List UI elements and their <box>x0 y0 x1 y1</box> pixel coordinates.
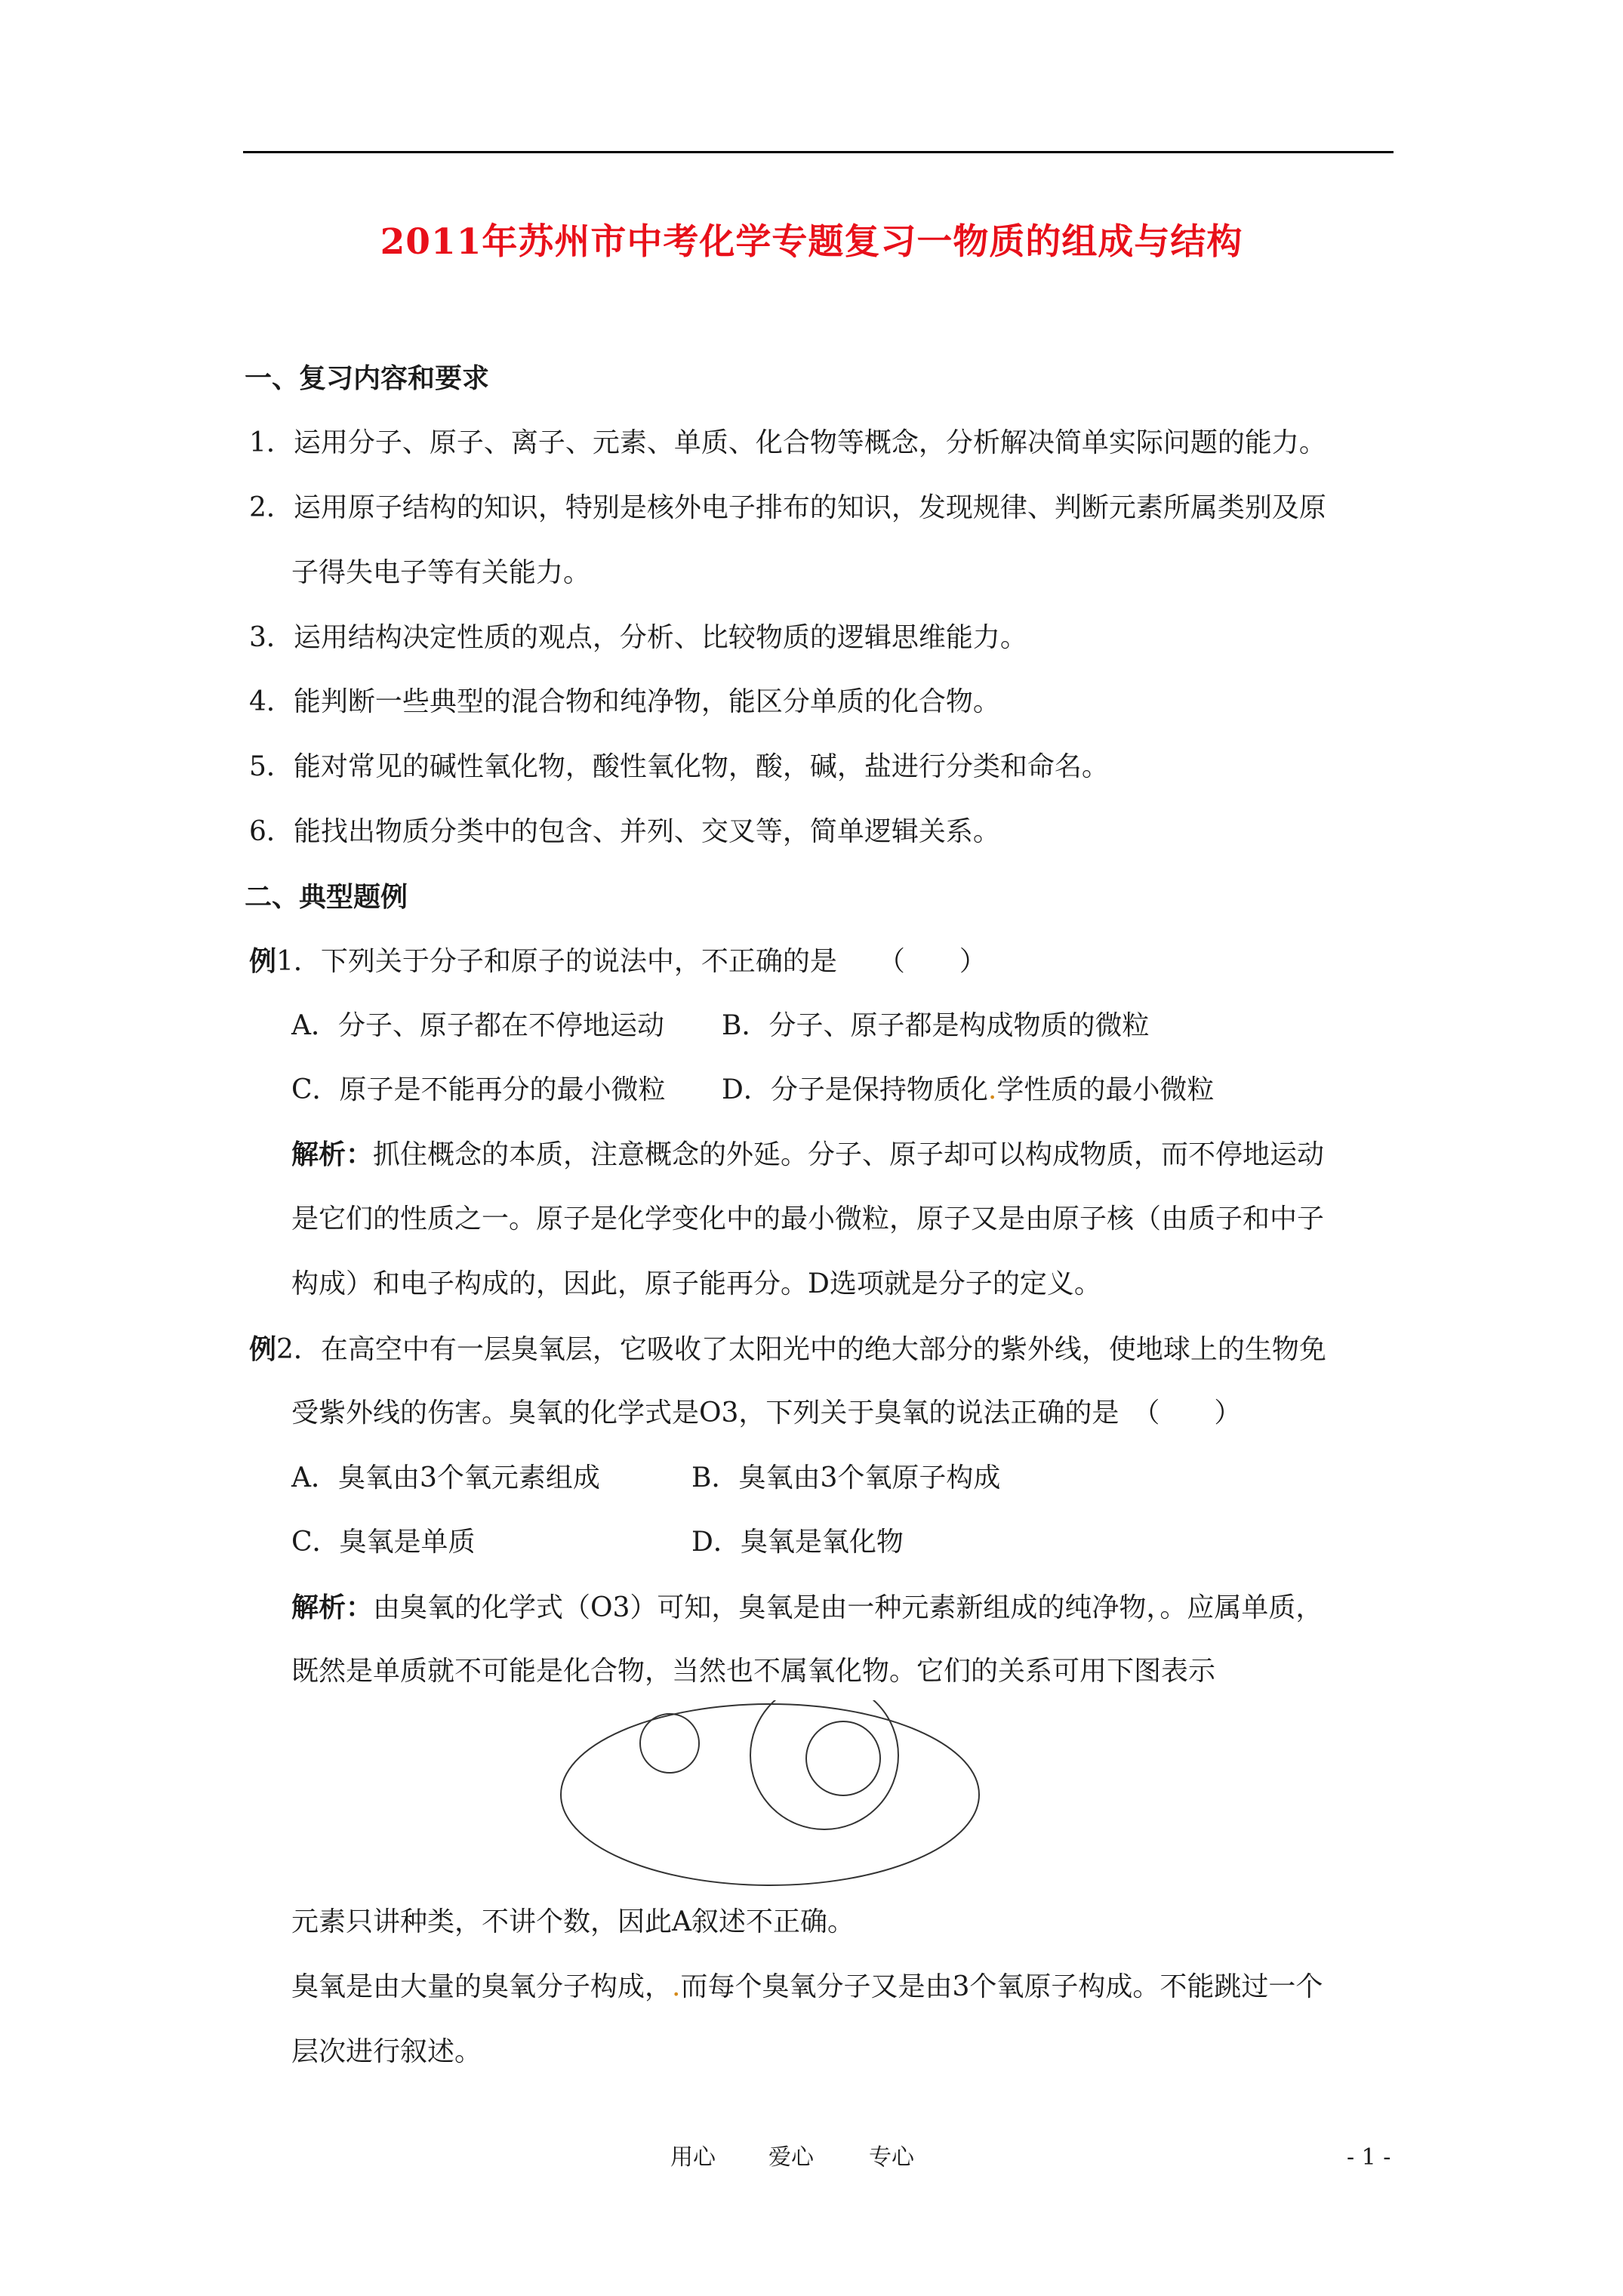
footer-slogan-3: 专心 <box>869 2144 914 2171</box>
option-b: B．臭氧由3个氧原子构成 <box>691 1462 1001 1493</box>
footer-slogan-2: 爱心 <box>768 2144 814 2171</box>
option-d: D．臭氧是氧化物 <box>691 1527 904 1558</box>
example-1-question <box>249 944 987 979</box>
list-item: 2．运用原子结构的知识，特别是核外电子排布的知识，发现规律、判断元素所属类别及原 <box>249 492 1326 523</box>
list-item: 3．运用结构决定性质的观点，分析、比较物质的逻辑思维能力。 <box>249 622 1027 653</box>
analysis-text: 抓住概念的本质，注意概念的外延。分子、原子却可以构成物质，而不停地运动 <box>373 1139 1325 1170</box>
analysis-line <box>291 1590 1323 1626</box>
list-item: 4．能判断一些典型的混合物和纯净物，能区分单质的化合物。 <box>249 686 1000 717</box>
outer-ellipse <box>561 1704 979 1885</box>
venn-diagram <box>559 1700 981 1889</box>
analysis-line <box>291 1137 1324 1173</box>
option-c: C．臭氧是单质 <box>291 1527 476 1558</box>
ink-dot: . <box>987 1074 997 1105</box>
list-item: 子得失电子等有关能力。 <box>291 557 591 588</box>
analysis-line: 构成）和电子构成的，因此，原子能再分。D选项就是分子的定义。 <box>291 1268 1101 1299</box>
section-heading: 一、复习内容和要求 <box>245 362 490 394</box>
example-label: 例 <box>249 1333 277 1365</box>
explanation-line <box>291 1970 1323 2005</box>
list-item: 6．能找出物质分类中的包含、并列、交叉等，简单逻辑关系。 <box>249 816 1000 847</box>
ink-dot: . <box>672 1971 681 2002</box>
middle-circle <box>750 1700 898 1829</box>
header-rule <box>243 151 1394 153</box>
analysis-line: 既然是单质就不可能是化合物，当然也不属氧化物。它们的关系可用下图表示 <box>291 1656 1216 1687</box>
example-label: 例 <box>249 945 277 977</box>
section-heading: 二、典型题例 <box>245 881 408 913</box>
analysis-label: 解析： <box>291 1592 374 1623</box>
explanation-line: 层次进行叙述。 <box>291 2036 482 2067</box>
question-text-line2: 受紫外线的伤害。臭氧的化学式是O3，下列关于臭氧的说法正确的是 （ ） <box>291 1398 1242 1428</box>
option-a: A．臭氧由3个氧元素组成 <box>291 1462 600 1493</box>
option-d-part1: D．分子是保持物质化 <box>722 1074 988 1105</box>
explanation-part1: 臭氧是由大量的臭氧分子构成， <box>291 1971 673 2002</box>
option-a: A．分子、原子都在不停地运动 <box>291 1010 664 1041</box>
footer-slogan-1: 用心 <box>670 2144 716 2171</box>
option-d-part2: 学性质的最小微粒 <box>996 1074 1215 1105</box>
small-circle-left <box>640 1714 699 1773</box>
explanation-part2: 而每个臭氧分子又是由3个氧原子构成。不能跳过一个 <box>680 1971 1323 2002</box>
option-b: B．分子、原子都是构成物质的微粒 <box>722 1010 1150 1041</box>
option-c: C．原子是不能再分的最小微粒 <box>291 1074 666 1105</box>
analysis-text: 由臭氧的化学式（O3）可知，臭氧是由一种元素新组成的纯净物，。应属单质， <box>373 1592 1323 1623</box>
list-item: 1．运用分子、原子、离子、元素、单质、化合物等概念，分析解决简单实际问题的能力。 <box>249 427 1326 458</box>
example-2-question <box>249 1332 1326 1367</box>
explanation-line: 元素只讲种类，不讲个数，因此A叙述不正确。 <box>291 1906 855 1937</box>
page-number: - 1 - <box>1347 2144 1391 2171</box>
analysis-line: 是它们的性质之一。原子是化学变化中的最小微粒，原子又是由原子核（由质子和中子 <box>291 1203 1325 1234</box>
option-d <box>722 1073 1214 1108</box>
inner-circle <box>806 1721 880 1795</box>
question-text: 1．下列关于分子和原子的说法中，不正确的是 （ ） <box>276 946 987 977</box>
page-title: 2011年苏州市中考化学专题复习一物质的组成与结构 <box>380 221 1243 263</box>
list-item: 5．能对常见的碱性氧化物，酸性氧化物，酸，碱，盐进行分类和命名。 <box>249 751 1109 782</box>
question-text: 2．在高空中有一层臭氧层，它吸收了太阳光中的绝大部分的紫外线，使地球上的生物免 <box>276 1334 1326 1365</box>
analysis-label: 解析： <box>291 1139 374 1170</box>
